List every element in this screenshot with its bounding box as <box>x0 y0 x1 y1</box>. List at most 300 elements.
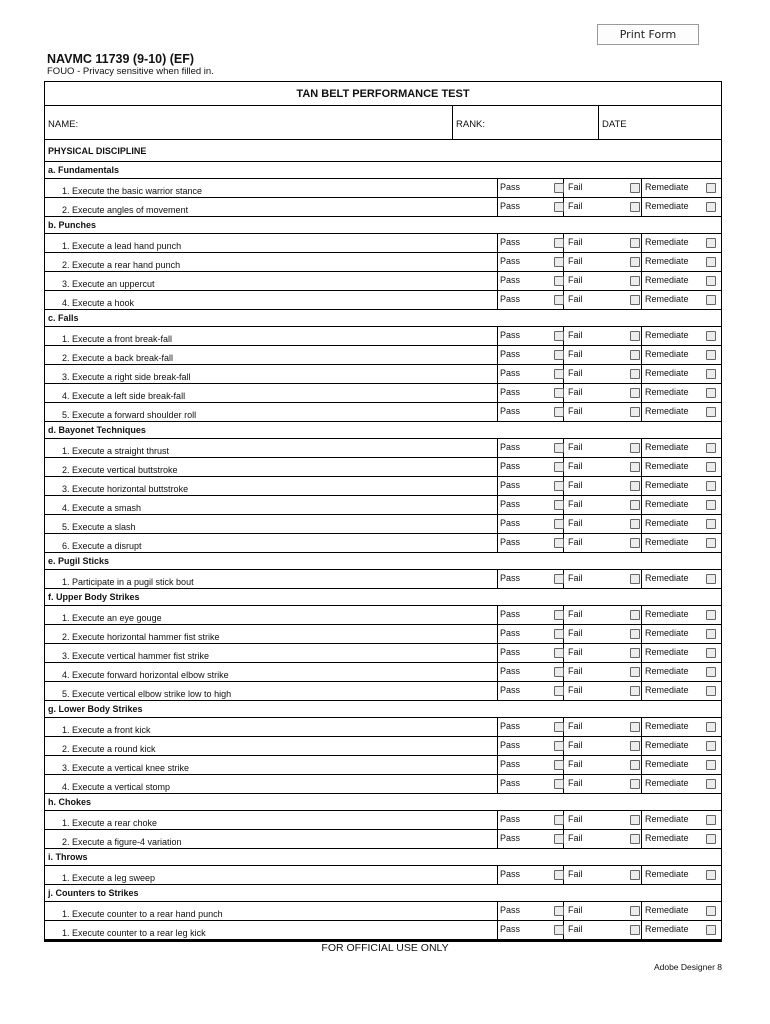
remediate-checkbox[interactable] <box>706 519 716 529</box>
pass-label: Pass <box>500 537 521 547</box>
fail-checkbox[interactable] <box>630 741 640 751</box>
grade-divider <box>641 811 642 829</box>
fail-label: Fail <box>568 480 583 490</box>
fail-checkbox[interactable] <box>630 667 640 677</box>
pass-label: Pass <box>500 368 521 378</box>
fail-checkbox[interactable] <box>630 538 640 548</box>
pass-checkbox[interactable] <box>554 276 564 286</box>
remediate-checkbox[interactable] <box>706 686 716 696</box>
remediate-checkbox[interactable] <box>706 741 716 751</box>
grade-divider <box>641 830 642 848</box>
fail-label: Fail <box>568 368 583 378</box>
test-item-label: 1. Execute an eye gouge <box>45 606 498 624</box>
fail-checkbox[interactable] <box>630 629 640 639</box>
test-item-label: 1. Participate in a pugil stick bout <box>45 570 498 588</box>
category-header: g. Lower Body Strikes <box>45 701 721 718</box>
pass-checkbox[interactable] <box>554 906 564 916</box>
grade-options <box>498 515 721 533</box>
grade-options <box>498 830 721 848</box>
pass-label: Pass <box>500 349 521 359</box>
test-item-row <box>45 663 721 682</box>
grade-divider <box>641 644 642 662</box>
grade-divider <box>641 663 642 681</box>
fail-checkbox[interactable] <box>630 925 640 935</box>
test-item-row <box>45 477 721 496</box>
test-item-row <box>45 921 721 940</box>
grade-divider <box>641 921 642 939</box>
fail-label: Fail <box>568 461 583 471</box>
category-header: h. Chokes <box>45 794 721 811</box>
pass-label: Pass <box>500 442 521 452</box>
grade-options <box>498 327 721 345</box>
categories-container <box>45 162 721 940</box>
pass-label: Pass <box>500 740 521 750</box>
test-item-label: 1. Execute a rear choke <box>45 811 498 829</box>
grade-options <box>498 811 721 829</box>
grade-divider <box>641 902 642 920</box>
pass-checkbox[interactable] <box>554 815 564 825</box>
pass-label: Pass <box>500 256 521 266</box>
test-item-row <box>45 756 721 775</box>
remediate-checkbox[interactable] <box>706 722 716 732</box>
grade-options <box>498 253 721 271</box>
remediate-checkbox[interactable] <box>706 815 716 825</box>
grade-options <box>498 291 721 309</box>
fail-checkbox[interactable] <box>630 238 640 248</box>
fail-checkbox[interactable] <box>630 443 640 453</box>
fail-label: Fail <box>568 256 583 266</box>
remediate-checkbox[interactable] <box>706 906 716 916</box>
pass-checkbox[interactable] <box>554 202 564 212</box>
pass-label: Pass <box>500 869 521 879</box>
fail-label: Fail <box>568 924 583 934</box>
test-item-label: 1. Execute counter to a rear hand punch <box>45 902 498 920</box>
fail-label: Fail <box>568 387 583 397</box>
pass-checkbox[interactable] <box>554 538 564 548</box>
grade-divider <box>641 253 642 271</box>
fail-checkbox[interactable] <box>630 388 640 398</box>
grade-options <box>498 477 721 495</box>
fail-label: Fail <box>568 759 583 769</box>
test-item-row <box>45 737 721 756</box>
fail-checkbox[interactable] <box>630 481 640 491</box>
test-item-label: 4. Execute a smash <box>45 496 498 514</box>
form-title: TAN BELT PERFORMANCE TEST <box>45 82 721 106</box>
remediate-label: Remediate <box>645 666 689 676</box>
remediate-label: Remediate <box>645 628 689 638</box>
fail-checkbox[interactable] <box>630 760 640 770</box>
grade-divider <box>641 775 642 793</box>
remediate-checkbox[interactable] <box>706 183 716 193</box>
remediate-checkbox[interactable] <box>706 350 716 360</box>
pass-label: Pass <box>500 182 521 192</box>
test-item-label: 3. Execute horizontal buttstroke <box>45 477 498 495</box>
remediate-label: Remediate <box>645 294 689 304</box>
remediate-label: Remediate <box>645 721 689 731</box>
grade-divider <box>641 234 642 252</box>
grade-options <box>498 570 721 588</box>
remediate-checkbox[interactable] <box>706 202 716 212</box>
grade-divider <box>641 718 642 736</box>
remediate-checkbox[interactable] <box>706 574 716 584</box>
fail-checkbox[interactable] <box>630 519 640 529</box>
fail-checkbox[interactable] <box>630 686 640 696</box>
grade-options <box>498 625 721 643</box>
grade-divider <box>641 515 642 533</box>
remediate-label: Remediate <box>645 905 689 915</box>
remediate-checkbox[interactable] <box>706 388 716 398</box>
pass-label: Pass <box>500 778 521 788</box>
test-item-row <box>45 253 721 272</box>
grade-options <box>498 756 721 774</box>
grade-divider <box>641 291 642 309</box>
fail-label: Fail <box>568 573 583 583</box>
fail-checkbox[interactable] <box>630 610 640 620</box>
remediate-label: Remediate <box>645 256 689 266</box>
remediate-checkbox[interactable] <box>706 481 716 491</box>
test-item-label: 4. Execute a hook <box>45 291 498 309</box>
test-item-row <box>45 384 721 403</box>
fail-label: Fail <box>568 721 583 731</box>
grade-options <box>498 346 721 364</box>
fail-label: Fail <box>568 406 583 416</box>
grade-options <box>498 775 721 793</box>
pass-label: Pass <box>500 666 521 676</box>
fail-label: Fail <box>568 814 583 824</box>
remediate-checkbox[interactable] <box>706 257 716 267</box>
pass-label: Pass <box>500 833 521 843</box>
fail-label: Fail <box>568 182 583 192</box>
remediate-checkbox[interactable] <box>706 369 716 379</box>
grade-divider <box>641 365 642 383</box>
remediate-checkbox[interactable] <box>706 760 716 770</box>
fail-label: Fail <box>568 537 583 547</box>
pass-checkbox[interactable] <box>554 443 564 453</box>
test-item-label: 2. Execute horizontal hammer fist strike <box>45 625 498 643</box>
fail-checkbox[interactable] <box>630 369 640 379</box>
fail-label: Fail <box>568 275 583 285</box>
remediate-label: Remediate <box>645 349 689 359</box>
remediate-checkbox[interactable] <box>706 538 716 548</box>
fail-label: Fail <box>568 609 583 619</box>
pass-checkbox[interactable] <box>554 350 564 360</box>
grade-divider <box>641 477 642 495</box>
test-item-label: 5. Execute a slash <box>45 515 498 533</box>
grade-divider <box>641 496 642 514</box>
pass-label: Pass <box>500 480 521 490</box>
test-item-label: 2. Execute angles of movement <box>45 198 498 216</box>
remediate-checkbox[interactable] <box>706 238 716 248</box>
designer-note: Adobe Designer 8 <box>653 962 722 972</box>
fail-label: Fail <box>568 442 583 452</box>
pass-label: Pass <box>500 628 521 638</box>
fail-checkbox[interactable] <box>630 295 640 305</box>
official-use-footer: FOR OFFICIAL USE ONLY <box>321 942 449 954</box>
fail-checkbox[interactable] <box>630 331 640 341</box>
remediate-checkbox[interactable] <box>706 443 716 453</box>
performance-test-form <box>44 81 722 942</box>
remediate-checkbox[interactable] <box>706 870 716 880</box>
pass-checkbox[interactable] <box>554 648 564 658</box>
fail-checkbox[interactable] <box>630 722 640 732</box>
grade-divider <box>641 327 642 345</box>
test-item-label: 5. Execute vertical elbow strike low to high <box>45 682 498 700</box>
category-header: j. Counters to Strikes <box>45 885 721 902</box>
fail-checkbox[interactable] <box>630 574 640 584</box>
identity-row <box>45 106 721 140</box>
remediate-label: Remediate <box>645 573 689 583</box>
test-item-label: 1. Execute the basic warrior stance <box>45 179 498 197</box>
grade-options <box>498 439 721 457</box>
remediate-label: Remediate <box>645 609 689 619</box>
pass-label: Pass <box>500 905 521 915</box>
remediate-label: Remediate <box>645 201 689 211</box>
remediate-label: Remediate <box>645 537 689 547</box>
fail-label: Fail <box>568 518 583 528</box>
remediate-label: Remediate <box>645 368 689 378</box>
rank-field[interactable] <box>453 106 599 139</box>
pass-label: Pass <box>500 647 521 657</box>
test-item-row <box>45 198 721 217</box>
grade-options <box>498 198 721 216</box>
pass-checkbox[interactable] <box>554 183 564 193</box>
pass-label: Pass <box>500 201 521 211</box>
pass-label: Pass <box>500 294 521 304</box>
pass-checkbox[interactable] <box>554 388 564 398</box>
test-item-label: 3. Execute a vertical knee strike <box>45 756 498 774</box>
pass-checkbox[interactable] <box>554 238 564 248</box>
remediate-checkbox[interactable] <box>706 407 716 417</box>
fail-label: Fail <box>568 294 583 304</box>
test-item-label: 2. Execute a figure-4 variation <box>45 830 498 848</box>
pass-checkbox[interactable] <box>554 722 564 732</box>
test-item-label: 4. Execute forward horizontal elbow strike <box>45 663 498 681</box>
pass-label: Pass <box>500 275 521 285</box>
grade-options <box>498 384 721 402</box>
grade-options <box>498 606 721 624</box>
pass-label: Pass <box>500 237 521 247</box>
pass-checkbox[interactable] <box>554 686 564 696</box>
fail-checkbox[interactable] <box>630 779 640 789</box>
remediate-label: Remediate <box>645 759 689 769</box>
test-item-label: 4. Execute a left side break-fall <box>45 384 498 402</box>
grade-divider <box>641 179 642 197</box>
section-header: PHYSICAL DISCIPLINE <box>45 140 721 162</box>
remediate-label: Remediate <box>645 442 689 452</box>
remediate-checkbox[interactable] <box>706 667 716 677</box>
remediate-checkbox[interactable] <box>706 779 716 789</box>
pass-label: Pass <box>500 461 521 471</box>
test-item-row <box>45 811 721 830</box>
date-field[interactable] <box>599 106 721 139</box>
remediate-checkbox[interactable] <box>706 648 716 658</box>
grade-divider <box>641 403 642 421</box>
pass-checkbox[interactable] <box>554 925 564 935</box>
pass-checkbox[interactable] <box>554 629 564 639</box>
pass-checkbox[interactable] <box>554 481 564 491</box>
form-id: NAVMC 11739 (9-10) (EF) <box>47 52 195 66</box>
remediate-label: Remediate <box>645 778 689 788</box>
grade-divider <box>641 458 642 476</box>
fail-checkbox[interactable] <box>630 834 640 844</box>
pass-checkbox[interactable] <box>554 779 564 789</box>
remediate-checkbox[interactable] <box>706 500 716 510</box>
test-item-label: 1. Execute a front break-fall <box>45 327 498 345</box>
pass-checkbox[interactable] <box>554 500 564 510</box>
pass-checkbox[interactable] <box>554 741 564 751</box>
grade-divider <box>641 272 642 290</box>
test-item-label: 1. Execute a lead hand punch <box>45 234 498 252</box>
grade-divider <box>641 606 642 624</box>
fail-checkbox[interactable] <box>630 906 640 916</box>
grade-options <box>498 496 721 514</box>
fail-label: Fail <box>568 628 583 638</box>
grade-options <box>498 866 721 884</box>
test-item-row <box>45 439 721 458</box>
pass-label: Pass <box>500 499 521 509</box>
test-item-row <box>45 346 721 365</box>
test-item-label: 4. Execute a vertical stomp <box>45 775 498 793</box>
category-header: e. Pugil Sticks <box>45 553 721 570</box>
grade-options <box>498 902 721 920</box>
remediate-label: Remediate <box>645 275 689 285</box>
remediate-label: Remediate <box>645 833 689 843</box>
fail-checkbox[interactable] <box>630 257 640 267</box>
grade-options <box>498 644 721 662</box>
grade-options <box>498 718 721 736</box>
grade-divider <box>641 756 642 774</box>
test-item-label: 5. Execute a forward shoulder roll <box>45 403 498 421</box>
fail-label: Fail <box>568 349 583 359</box>
date-label: DATE <box>602 119 627 130</box>
fail-label: Fail <box>568 237 583 247</box>
fail-checkbox[interactable] <box>630 407 640 417</box>
grade-divider <box>641 384 642 402</box>
test-item-label: 1. Execute counter to a rear leg kick <box>45 921 498 939</box>
grade-options <box>498 663 721 681</box>
pass-checkbox[interactable] <box>554 610 564 620</box>
test-item-row <box>45 682 721 701</box>
remediate-checkbox[interactable] <box>706 629 716 639</box>
remediate-checkbox[interactable] <box>706 925 716 935</box>
pass-checkbox[interactable] <box>554 834 564 844</box>
fail-label: Fail <box>568 201 583 211</box>
fail-label: Fail <box>568 330 583 340</box>
test-item-row <box>45 272 721 291</box>
grade-options <box>498 403 721 421</box>
grade-divider <box>641 570 642 588</box>
test-item-row <box>45 775 721 794</box>
test-item-label: 3. Execute an uppercut <box>45 272 498 290</box>
pass-checkbox[interactable] <box>554 407 564 417</box>
test-item-row <box>45 365 721 384</box>
fail-checkbox[interactable] <box>630 183 640 193</box>
fail-label: Fail <box>568 499 583 509</box>
pass-checkbox[interactable] <box>554 462 564 472</box>
test-item-row <box>45 403 721 422</box>
test-item-label: 2. Execute vertical buttstroke <box>45 458 498 476</box>
pass-checkbox[interactable] <box>554 331 564 341</box>
fail-checkbox[interactable] <box>630 202 640 212</box>
category-header: i. Throws <box>45 849 721 866</box>
fouo-note: FOUO - Privacy sensitive when filled in. <box>47 66 214 77</box>
remediate-label: Remediate <box>645 869 689 879</box>
category-header: a. Fundamentals <box>45 162 721 179</box>
grade-divider <box>641 534 642 552</box>
test-item-row <box>45 606 721 625</box>
pass-label: Pass <box>500 518 521 528</box>
remediate-checkbox[interactable] <box>706 462 716 472</box>
fail-label: Fail <box>568 685 583 695</box>
fail-checkbox[interactable] <box>630 500 640 510</box>
test-item-row <box>45 291 721 310</box>
remediate-checkbox[interactable] <box>706 295 716 305</box>
remediate-label: Remediate <box>645 182 689 192</box>
pass-label: Pass <box>500 387 521 397</box>
test-item-label: 3. Execute a right side break-fall <box>45 365 498 383</box>
remediate-checkbox[interactable] <box>706 834 716 844</box>
print-form-button[interactable]: Print Form <box>597 24 699 45</box>
grade-options <box>498 737 721 755</box>
fail-label: Fail <box>568 833 583 843</box>
fail-checkbox[interactable] <box>630 870 640 880</box>
remediate-checkbox[interactable] <box>706 610 716 620</box>
remediate-label: Remediate <box>645 461 689 471</box>
remediate-checkbox[interactable] <box>706 276 716 286</box>
test-item-row <box>45 458 721 477</box>
pass-label: Pass <box>500 721 521 731</box>
grade-divider <box>641 198 642 216</box>
pass-checkbox[interactable] <box>554 295 564 305</box>
fail-checkbox[interactable] <box>630 815 640 825</box>
fail-checkbox[interactable] <box>630 276 640 286</box>
category-header: b. Punches <box>45 217 721 234</box>
fail-label: Fail <box>568 869 583 879</box>
grade-options <box>498 534 721 552</box>
pass-label: Pass <box>500 759 521 769</box>
pass-checkbox[interactable] <box>554 870 564 880</box>
fail-checkbox[interactable] <box>630 462 640 472</box>
remediate-label: Remediate <box>645 740 689 750</box>
pass-checkbox[interactable] <box>554 257 564 267</box>
fail-checkbox[interactable] <box>630 350 640 360</box>
fail-checkbox[interactable] <box>630 648 640 658</box>
pass-checkbox[interactable] <box>554 369 564 379</box>
grade-options <box>498 179 721 197</box>
test-item-label: 2. Execute a round kick <box>45 737 498 755</box>
name-field[interactable] <box>45 106 453 139</box>
remediate-label: Remediate <box>645 406 689 416</box>
test-item-label: 2. Execute a back break-fall <box>45 346 498 364</box>
grade-options <box>498 234 721 252</box>
grade-options <box>498 921 721 939</box>
test-item-label: 2. Execute a rear hand punch <box>45 253 498 271</box>
remediate-label: Remediate <box>645 518 689 528</box>
remediate-label: Remediate <box>645 685 689 695</box>
test-item-row <box>45 179 721 198</box>
pass-label: Pass <box>500 573 521 583</box>
test-item-row <box>45 496 721 515</box>
grade-divider <box>641 866 642 884</box>
pass-checkbox[interactable] <box>554 574 564 584</box>
remediate-checkbox[interactable] <box>706 331 716 341</box>
test-item-row <box>45 625 721 644</box>
remediate-label: Remediate <box>645 499 689 509</box>
pass-checkbox[interactable] <box>554 667 564 677</box>
pass-checkbox[interactable] <box>554 760 564 770</box>
remediate-label: Remediate <box>645 924 689 934</box>
pass-checkbox[interactable] <box>554 519 564 529</box>
